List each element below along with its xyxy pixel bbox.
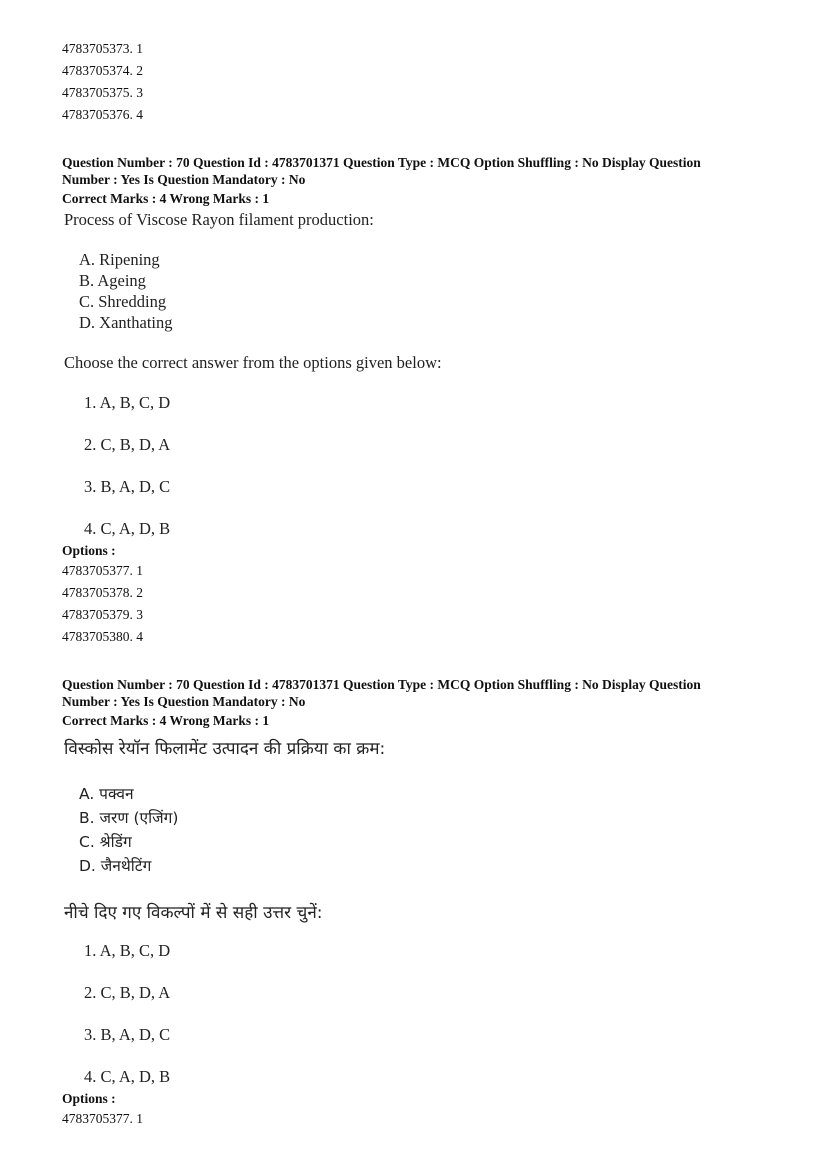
question-marks: Correct Marks : 4 Wrong Marks : 1 [62, 713, 270, 728]
question-header-line1: Question Number : 70 Question Id : 4783701371 Question Type : MCQ Option Shuffling : No Display Question [62, 155, 701, 170]
option-id: 4783705377. 1 [62, 563, 143, 578]
question-header-line2: Number : Yes Is Question Mandatory : No [62, 172, 306, 187]
option-id: 4783705373. 1 [62, 41, 143, 56]
question-item: B. Ageing [79, 271, 146, 290]
question-stem: Process of Viscose Rayon filament production: [64, 210, 374, 229]
question-header-line2: Number : Yes Is Question Mandatory : No [62, 694, 306, 709]
option-id: 4783705377. 1 [62, 1111, 143, 1126]
question-item: C. श्रेडिंग [79, 833, 132, 851]
question-instruction: Choose the correct answer from the options given below: [64, 353, 442, 372]
answer-choice: 4. C, A, D, B [84, 519, 171, 538]
question-header-line1: Question Number : 70 Question Id : 4783701371 Question Type : MCQ Option Shuffling : No Display Question [62, 677, 701, 692]
options-label: Options : [62, 1091, 116, 1106]
options-label: Options : [62, 543, 116, 558]
option-id: 4783705375. 3 [62, 85, 143, 100]
question-item: C. Shredding [79, 292, 167, 311]
question-item: D. जैनथेटिंग [79, 857, 152, 875]
answer-choice: 4. C, A, D, B [84, 1067, 171, 1086]
answer-choice: 1. A, B, C, D [84, 941, 171, 960]
option-id: 4783705380. 4 [62, 629, 143, 644]
option-id: 4783705376. 4 [62, 107, 143, 122]
option-id: 4783705379. 3 [62, 607, 143, 622]
answer-choice: 3. B, A, D, C [84, 477, 171, 496]
answer-choice: 1. A, B, C, D [84, 393, 171, 412]
question-stem: विस्कोस रेयॉन फिलामेंट उत्पादन की प्रक्रिया का क्रम: [64, 739, 386, 759]
answer-choice: 2. C, B, D, A [84, 983, 171, 1002]
answer-choice: 2. C, B, D, A [84, 435, 171, 454]
question-item: D. Xanthating [79, 313, 173, 332]
option-id: 4783705374. 2 [62, 63, 143, 78]
option-id: 4783705378. 2 [62, 585, 143, 600]
question-marks: Correct Marks : 4 Wrong Marks : 1 [62, 191, 270, 206]
question-item: B. जरण (एजिंग) [79, 809, 179, 827]
answer-choice: 3. B, A, D, C [84, 1025, 171, 1044]
question-item: A. Ripening [79, 250, 160, 269]
question-item: A. पक्वन [79, 785, 134, 803]
question-instruction: नीचे दिए गए विकल्पों में से सही उत्तर चुनें: [64, 903, 323, 923]
